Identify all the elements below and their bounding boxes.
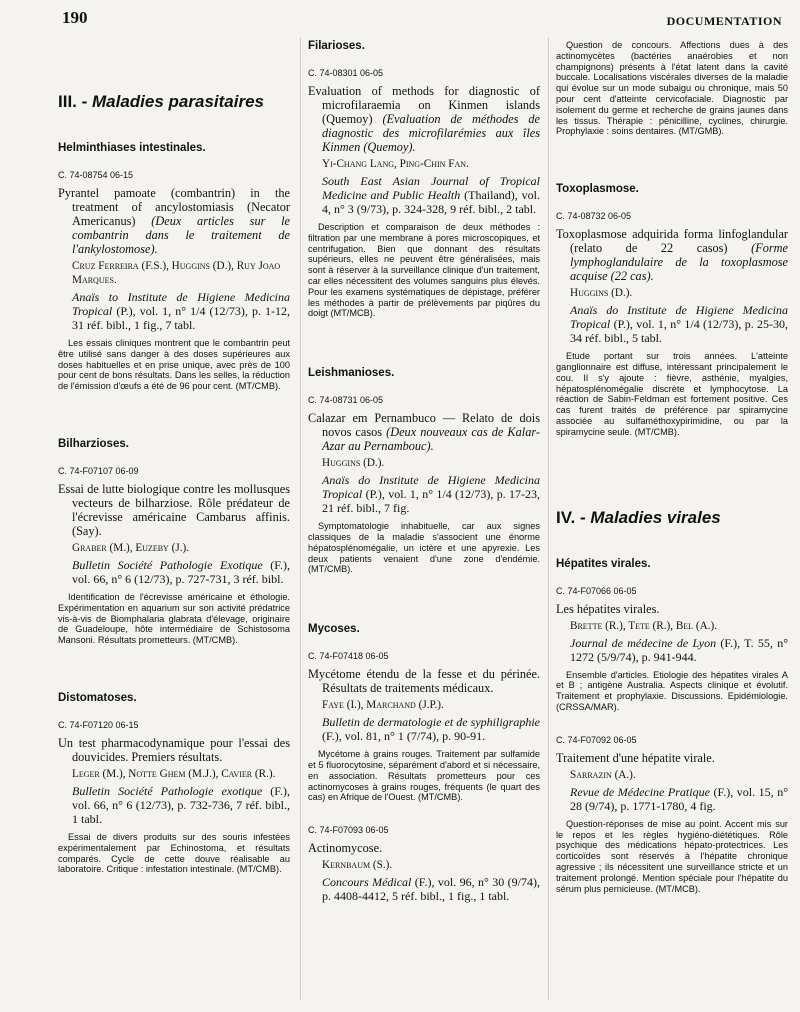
bibliographic-entry [58, 720, 290, 875]
title-text: Les hépatites virales. [556, 601, 660, 616]
journal-citation [322, 473, 540, 515]
column-1 [58, 40, 290, 1000]
section [58, 438, 290, 692]
journal-name: Revue de Médecine Pratique [570, 784, 710, 799]
journal-name: Bulletin Société Pathologie Exotique [72, 557, 263, 572]
section-heading: Toxoplasmose. [556, 183, 639, 196]
spacer [308, 341, 540, 367]
journal-citation [570, 303, 788, 345]
section-heading: Leishmanioses. [308, 367, 395, 380]
abstract: Essai de divers produits sur des souris infestées expérimentalement par Echinostoma, et résultats comparés. Cycle de cette douve réalisable au laboratoire. Critique : infestation intestinale. (MT/CMB). [58, 831, 290, 875]
citation-details: (F.), vol. 96, n° 30 (9/74), p. 4408-4412, 5 réf. bibl., 1 fig., 1 tabl. [322, 875, 540, 904]
abstract: Symptomatologie inhabituelle, car aux signes classiques de la maladie s'associent une énorme hépatosplénomégalie, un ictère et une apyrexie. Les deux patients venaient d'une zone d'endémie. (MT/CMB). [308, 521, 540, 575]
column-3 [556, 40, 788, 1000]
citation-details: (F.), T. 55, n° 1272 (5/9/74), p. 941-944. [570, 635, 788, 664]
journal-citation [322, 715, 540, 743]
sections [308, 40, 540, 903]
entry-title [308, 667, 540, 695]
title-translation: (Deux nouveaux cas de Kalar-Azar au Pernambouc). [322, 425, 540, 454]
bibliographic-entry [308, 395, 540, 575]
spacer [58, 40, 290, 92]
reference-code: C. 74-F07120 06-15 [58, 719, 139, 730]
abstract: Ensemble d'articles. Etiologie des hépatites virales A et B ; antigène Australia. Aspects clinique et évolutif. Traitement et prophylaxie. Discussions. Epidémiologie. (CRSSA/MAR). [556, 669, 788, 712]
part-title [556, 508, 788, 528]
abstract: Les essais cliniques montrent que le combantrin peut être utilisé sans danger à des doses supérieures aux doses habituelles et en prise unique, avec près de 100 pour cent de bons résultats. Dans les selles, la réduction de l'émission d'œufs a été de 96 pour cent. (MT/CMB). [58, 338, 290, 392]
abstract: Etude portant sur trois années. L'atteinte ganglionnaire est diffuse, intéressant principalement le cou. Il s'y ajoute : fièvre, asthénie, myalgies, hépatosplénomégalie discrète et lymphocytose. La réaction de Sabin-Feldman est fortement positive. Ces cas furent traités de préférence par spiramycine associée au sulfaméthoxypirimidine, ou par la spiramycine seule. (MT/CMB). [556, 351, 788, 437]
title-translation: (Evaluation de méthodes de diagnostic des microfilarémies aux îles Kinmen (Quemoy). [322, 112, 540, 154]
sections [556, 183, 788, 437]
reference-code: C. 74-08731 06-05 [308, 395, 384, 406]
reference-code: C. 74-08301 06-05 [308, 68, 384, 78]
journal-citation [322, 875, 540, 903]
authors: Huggins (D.). [322, 457, 385, 470]
part-prefix: IV. - [556, 507, 591, 527]
sections [58, 142, 290, 875]
title-text: Evaluation of methods for diagnostic of microfilaraemia on Kinmen islands (Quemoy) [308, 84, 540, 126]
abstract-continued: Question de concours. Affections dues à des actinomycètes (bactéries anaérobies et non champignons) présents à l'état latent dans la cavité buccale. Localisations viscérales diverses de la maladie qui évolue sur un mode subaigu ou chronique, mais 50 pour cent d'atteinte cervicofaciale. Diagnostic par isolement du germe et recherche de grains jaunes dans les tissus. Thérapie : pénicilline, cyclines, chirurgie. Prophylaxie : soins dentaires. (MT/GMB). [556, 40, 788, 137]
citation-details: (F.), vol. 81, n° 1 (7/74), p. 90-91. [322, 729, 486, 744]
journal-name: Journal de médecine de Lyon [570, 635, 717, 650]
journal-name: Anaïs do Institute de Higiene Medicina Tropical [570, 303, 788, 332]
title-text: Calazar em Pernambuco — Relato de dois novos casos [308, 411, 540, 440]
spacer [58, 668, 290, 692]
sections [556, 558, 788, 895]
section-heading: Distomatoses. [58, 691, 137, 704]
section-heading: Hépatites virales. [556, 557, 651, 570]
journal-citation [570, 785, 788, 813]
bibliographic-entry [556, 586, 788, 713]
entry-title [308, 411, 540, 453]
abstract: Identification de l'écrevisse américaine et éthologie. Expérimentation en aquarium sur son activité prédatrice vis-à-vis de Biomphalaria glabrata d'élevage, originaire de Guadeloupe, hôte intermédiaire de Schistosoma Mansoni. Résultats prometteurs. (MT/CMB). [58, 591, 290, 646]
part-prefix: III. - [58, 92, 92, 111]
journal-name: Bulletin Société Pathologie exotique [72, 783, 263, 798]
page-number: 190 [62, 8, 88, 27]
entry-title [556, 227, 788, 283]
journal-name: Bulletin de dermatologie et de syphiligraphie [322, 715, 540, 730]
journal-name: Anaïs do Institute de Higiene Medicina Tropical [322, 473, 540, 502]
entry-title [308, 84, 540, 154]
entry-title [58, 736, 290, 764]
abstract: Question-réponses de mise au point. Accent mis sur le repos et les règles hygiéno-diététiques. Rôle psychique des médications hépato-protectrices. Les corticoïdes sont réservés à l'hépatite chronique agressive ; ils nécessitent une surveillance stricte et un traitement prolongé. Mention spéciale pour l'hépatite du sérum plus pernicieuse. (MT/MCB). [556, 818, 788, 894]
bibliographic-entry [556, 211, 788, 437]
part-title [58, 92, 290, 112]
bibliographic-entry [308, 68, 540, 319]
spacer [308, 597, 540, 623]
section-heading: Filarioses. [308, 40, 365, 52]
journal-citation [72, 290, 290, 332]
citation-details: (Thailand), vol. 4, n° 3 (9/73), p. 324-328, 9 réf. bibl., 2 tabl. [322, 188, 540, 216]
entry-title [556, 602, 788, 616]
section [556, 558, 788, 895]
column-rule [300, 38, 301, 1000]
section-heading: Mycoses. [308, 623, 360, 636]
bibliographic-entry [556, 735, 788, 895]
section-heading: Bilharzioses. [58, 437, 129, 450]
citation-details: (F.), vol. 15, n° 28 (9/74), p. 1771-1780, 4 fig. [570, 784, 788, 813]
section [58, 692, 290, 875]
part-name: Maladies parasitaires [92, 92, 264, 111]
authors: Cruz Ferreira (F.S.), Huggins (D.), Ruy Joao Marques. [72, 260, 281, 286]
citation-details: (F.), vol. 66, n° 6 (12/73), p. 727-731, 3 réf. bibl. [72, 557, 290, 586]
title-text: Mycétome étendu de la fesse et du périnée. Résultats de traitements médicaux. [308, 667, 540, 696]
authors: Leger (M.), Notte Ghem (M.J.), Cavier (R.). [72, 767, 276, 780]
running-head: DOCUMENTATION [666, 14, 782, 28]
journal-name: Anaïs to Institute de Higiene Medicina Tropical [72, 290, 290, 318]
section [308, 367, 540, 623]
page-header [0, 0, 800, 34]
bibliographic-entry [58, 170, 290, 392]
bibliographic-entry [58, 466, 290, 646]
journal-citation [72, 558, 290, 586]
section-heading: Helminthiases intestinales. [58, 142, 206, 154]
entry-title [308, 841, 540, 855]
entry-title [556, 751, 788, 765]
authors: Kernbaum (S.). [322, 859, 393, 872]
authors: Graber (M.), Euzeby (J.). [72, 541, 190, 554]
authors: Faye (I.), Marchand (J.P.). [322, 699, 444, 712]
title-text: Essai de lutte biologique contre les mollusques vecteurs de bilharziose. Rôle prédateur de l'écrevisse américaine Cambarus affinis. (Say). [58, 481, 290, 538]
abstract: Mycétome à grains rouges. Traitement par sulfamide et 5 fluorocytosine, séparément d'abord et si nécessaire, en association. Résultats prometteurs pour ces actinomycoses à grains rouges, fréquents (le quart des cas) en Afrique de l'Ouest. (MT/CMB). [308, 749, 540, 803]
reference-code: C. 74-08732 06-05 [556, 211, 632, 222]
journal-name: South East Asian Journal of Tropical Medicine and Public Health [322, 174, 540, 202]
citation-details: (F.), vol. 66, n° 6 (12/73), p. 732-736, 7 réf. bibl., 1 tabl. [72, 783, 290, 826]
title-text: Toxoplasmose adquirida forma linfoglandular (relato de 22 casos) [556, 227, 788, 256]
journal-citation [322, 174, 540, 216]
authors: Huggins (D.). [570, 287, 633, 300]
part-name: Maladies virales [590, 507, 721, 527]
entry-title [58, 186, 290, 256]
title-text: Traitement d'une hépatite virale. [556, 750, 715, 765]
reference-code: C. 74-F07418 06-05 [308, 651, 389, 662]
spacer [556, 460, 788, 508]
entry-title [58, 482, 290, 538]
citation-details: (P.), vol. 1, n° 1/4 (12/73), p. 25-30, 34 réf. bibl., 5 tabl. [570, 317, 788, 346]
authors: Sarrazin (A.). [570, 768, 636, 781]
column-2 [308, 40, 540, 1000]
reference-code: C. 74-F07066 06-05 [556, 585, 637, 596]
title-translation: (Forme lymphoglandulaire de la toxoplasmose acquise (22 cas). [570, 241, 788, 284]
journal-citation [570, 636, 788, 664]
title-text: Pyrantel pamoate (combantrin) in the treatment of ancylostomiasis (Necator Americanus) [58, 186, 290, 228]
reference-code: C. 74-08754 06-15 [58, 170, 134, 180]
section [308, 623, 540, 903]
citation-details: (P.), vol. 1, n° 1/4 (12/73), p. 17-23, 21 réf. bibl., 7 fig. [322, 487, 540, 516]
authors: Brette (R.), Tete (R.), Bel (A.). [570, 619, 717, 632]
title-text: Actinomycose. [308, 841, 383, 856]
reference-code: C. 74-F07093 06-05 [308, 825, 389, 836]
section [556, 183, 788, 437]
abstract: Description et comparaison de deux méthodes : filtration par une membrane à pores microscopiques, et centrifugation. Bien que donnant des résultats supérieurs, elles ne peuvent être généralisées, mais sont à réserver à la surveillance clinique d'un traitement, car elles nécessitent des volumes sanguins plus élevés. Pour les examens systématiques de dépistage, préférer les méthodes à partir de prélèvements par piqûres du doigt (MT/MCB). [308, 222, 540, 319]
bibliographic-entry [308, 825, 540, 903]
reference-code: C. 74-F07107 06-09 [58, 465, 139, 476]
spacer [58, 414, 290, 438]
title-translation: (Deux articles sur le combantrin dans le traitement de l'ankylostomose). [72, 214, 290, 256]
section [58, 142, 290, 438]
column-rule [548, 38, 549, 1000]
section [308, 40, 540, 367]
title-text: Un test pharmacodynamique pour l'essai des douvicides. Premiers résultats. [58, 735, 290, 764]
citation-details: (P.), vol. 1, n° 1/4 (12/73), p. 1-12, 31 réf. bibl., 1 fig., 7 tabl. [72, 304, 290, 332]
authors: Yi-Chang Lang, Ping-Chin Fan. [322, 158, 469, 170]
bibliographic-entry [308, 651, 540, 803]
reference-code: C. 74-F07092 06-05 [556, 734, 637, 745]
journal-citation [72, 784, 290, 826]
journal-name: Concours Médical [322, 875, 412, 890]
